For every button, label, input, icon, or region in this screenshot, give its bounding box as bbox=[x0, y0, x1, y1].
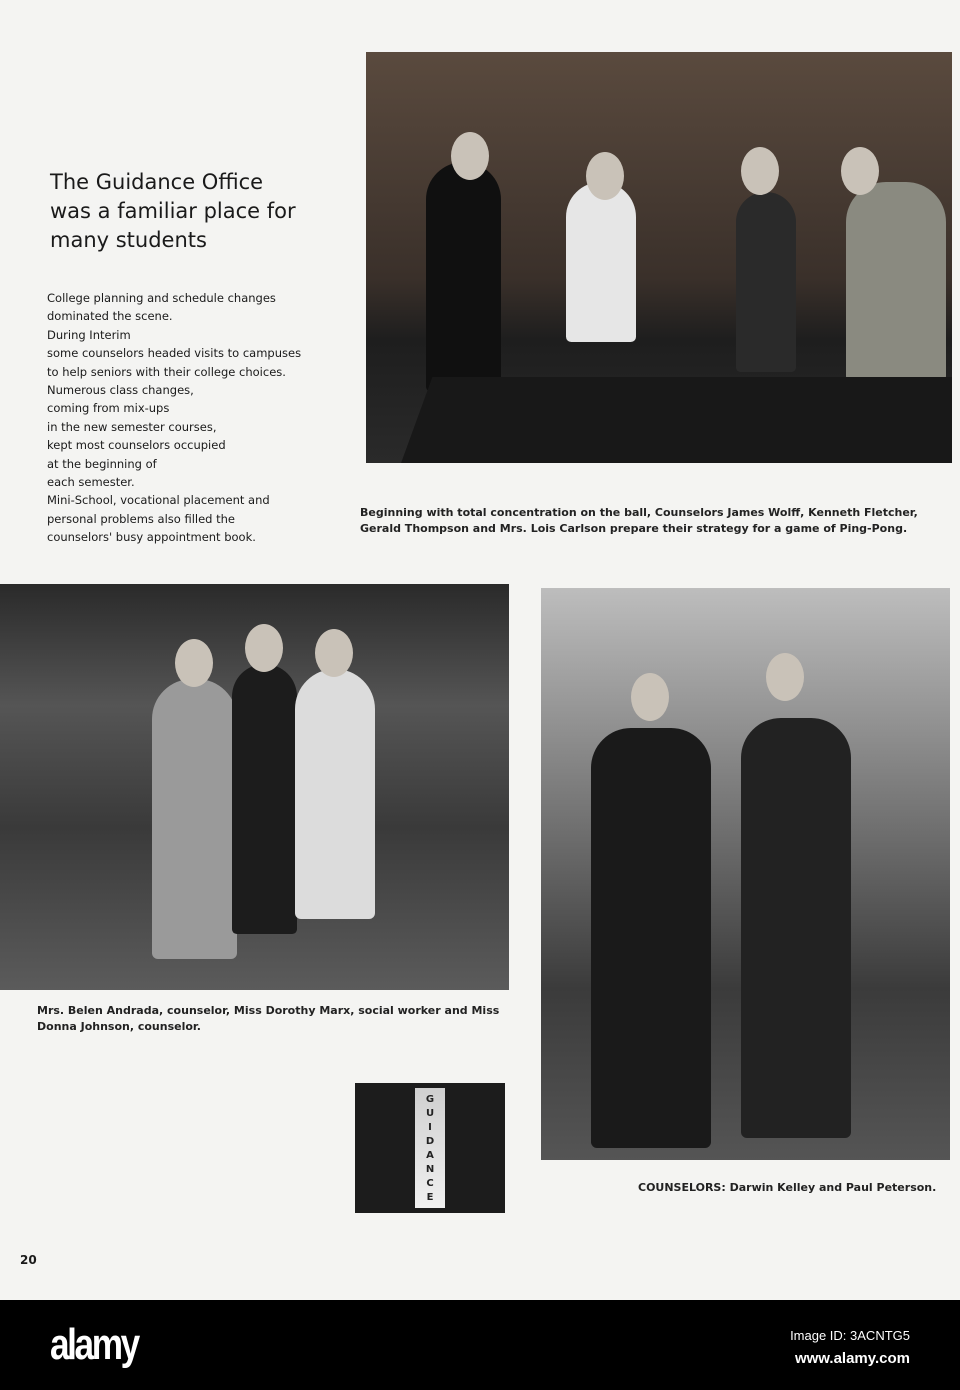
body-line: kept most counselors occupied bbox=[47, 438, 226, 453]
three-women-photo bbox=[0, 584, 509, 990]
body-line: coming from mix-ups bbox=[47, 401, 170, 416]
counselors-caption: COUNSELORS: Darwin Kelley and Paul Peterson. bbox=[638, 1181, 937, 1194]
body-line: dominated the scene. bbox=[47, 309, 173, 324]
body-line: some counselors headed visits to campuses bbox=[47, 346, 302, 361]
body-line: Numerous class changes, bbox=[47, 383, 194, 398]
ping-pong-caption: Beginning with total concentration on the ball, Counselors James Wolff, Kenneth Fletcher, Gerald Thompson and Mrs. Lois Carlson prepare their strategy for a game of Ping-Pong. bbox=[360, 506, 918, 535]
sign-letter: E bbox=[426, 1191, 434, 1203]
sign-letter: A bbox=[426, 1149, 434, 1161]
sign-letter: G bbox=[425, 1093, 435, 1105]
page-number: 20 bbox=[20, 1253, 37, 1267]
body-line: Mini-School, vocational placement and bbox=[47, 493, 270, 508]
sign-letter: I bbox=[428, 1121, 432, 1133]
body-line: personal problems also filled the bbox=[47, 511, 236, 526]
three-women-caption: Mrs. Belen Andrada, counselor, Miss Dorothy Marx, social worker and Miss Donna Johnson, counselor. bbox=[37, 1004, 500, 1033]
counselors-photo bbox=[541, 588, 950, 1160]
body-line: to help seniors with their college choices. bbox=[47, 364, 286, 379]
alamy-logo: alamy bbox=[50, 1320, 138, 1369]
body-line: College planning and schedule changes bbox=[47, 291, 276, 305]
sign-letter: U bbox=[425, 1107, 435, 1119]
body-line: During Interim bbox=[47, 327, 131, 342]
sign-letter: D bbox=[425, 1135, 435, 1147]
article-heading: The Guidance Office was a familiar place for many students bbox=[50, 170, 296, 252]
watermark-bar bbox=[0, 1300, 960, 1390]
body-line: counselors' busy appointment book. bbox=[47, 530, 256, 545]
watermark-url: www.alamy.com bbox=[794, 1350, 910, 1367]
sign-letter: C bbox=[426, 1177, 434, 1189]
body-line: at the beginning of bbox=[47, 456, 157, 471]
body-line: each semester. bbox=[47, 475, 135, 490]
sign-letter: N bbox=[425, 1163, 435, 1175]
guidance-sign bbox=[415, 1088, 445, 1208]
ping-pong-photo bbox=[366, 52, 952, 463]
image-id: Image ID: 3ACNTG5 bbox=[790, 1328, 910, 1343]
guidance-sign-photo bbox=[355, 1083, 505, 1213]
body-line: in the new semester courses, bbox=[47, 419, 217, 434]
article-body bbox=[47, 289, 347, 547]
